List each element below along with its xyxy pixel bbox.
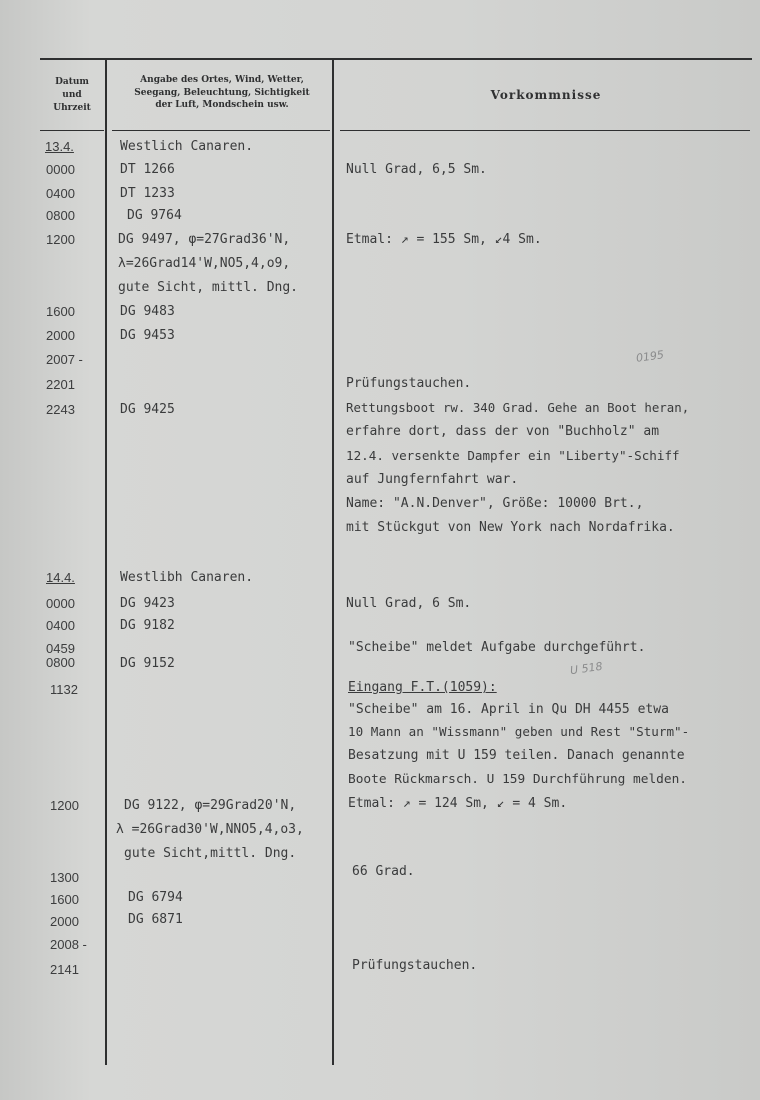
entry-date: 14.4. (46, 570, 75, 585)
entry-time: 2141 (50, 962, 79, 977)
event-text: auf Jungfernfahrt war. (346, 472, 519, 487)
header-rule-place (112, 130, 330, 131)
entry-time: 0000 (46, 162, 75, 177)
event-text: Etmal: ↗ = 124 Sm, ↙ = 4 Sm. (348, 796, 568, 811)
event-text: "Scheibe" am 16. April in Qu DH 4455 etwa (348, 702, 669, 717)
position-text: DG 9152 (120, 656, 175, 671)
event-text: Prüfungstauchen. (352, 958, 478, 973)
entry-time: 2201 (46, 377, 75, 392)
position-text: DT 1233 (120, 186, 175, 201)
pencil-annotation: U 518 (569, 659, 604, 678)
header-text: Uhrzeit (53, 103, 91, 113)
position-text: DG 6794 (128, 890, 183, 905)
header-text: der Luft, Mondschein usw. (155, 100, 289, 110)
entry-time: 0000 (46, 596, 75, 611)
top-rule (40, 58, 752, 60)
event-text: 66 Grad. (352, 864, 415, 879)
position-text: λ=26Grad14'W,NO5,4,o9, (118, 256, 291, 271)
position-text: Westlich Canaren. (120, 139, 254, 154)
event-heading: Eingang F.T.(1059): (348, 680, 497, 695)
position-text: DG 9453 (120, 328, 175, 343)
event-text: Etmal: ↗ = 155 Sm, ↙4 Sm. (346, 232, 542, 247)
column-divider-1 (105, 60, 107, 1065)
entry-time: 1132 (50, 682, 78, 697)
entry-time: 0400 (46, 186, 75, 201)
position-text: DT 1266 (120, 162, 175, 177)
position-text: DG 9483 (120, 304, 175, 319)
header-text: Datum (55, 77, 89, 87)
entry-time: 0459 (46, 641, 75, 656)
event-text: Name: "A.N.Denver", Größe: 10000 Brt., (346, 496, 644, 511)
position-text: DG 9764 (127, 208, 182, 223)
position-text: gute Sicht,mittl. Dng. (124, 846, 297, 861)
events-column-header: Vorkommnisse (490, 88, 602, 102)
entry-time: 1600 (46, 304, 75, 319)
date-column-header (40, 76, 104, 115)
event-text: Null Grad, 6,5 Sm. (346, 162, 487, 177)
column-divider-2 (332, 60, 334, 1065)
event-text: Prüfungstauchen. (346, 376, 472, 391)
header-text: und (62, 90, 82, 100)
position-text: gute Sicht, mittl. Dng. (118, 280, 299, 295)
header-text: Angabe des Ortes, Wind, Wetter, (140, 75, 304, 85)
entry-time: 2000 (50, 914, 79, 929)
entry-date: 13.4. (45, 139, 74, 154)
entry-time: 0400 (46, 618, 75, 633)
entry-time: 1200 (46, 232, 75, 247)
position-text: Westlibh Canaren. (120, 570, 254, 585)
event-text: Null Grad, 6 Sm. (346, 596, 472, 611)
event-text: Besatzung mit U 159 teilen. Danach genannte (348, 748, 685, 763)
event-text: Boote Rückmarsch. U 159 Durchführung melden. (348, 772, 687, 787)
position-text: DG 9182 (120, 618, 175, 633)
header-rule-date (40, 130, 104, 131)
entry-time: 0800 (46, 208, 75, 223)
event-text: "Scheibe" meldet Aufgabe durchgeführt. (348, 640, 646, 655)
entry-time: 1200 (50, 798, 79, 813)
position-text: λ =26Grad30'W,NNO5,4,o3, (116, 822, 304, 837)
entry-time: 0800 (46, 655, 75, 670)
position-text: DG 9425 (120, 402, 175, 417)
place-column-header (112, 74, 332, 112)
header-rule-events (340, 130, 750, 131)
event-text: 10 Mann an "Wissmann" geben und Rest "Sturm"- (348, 724, 690, 739)
position-text: DG 9423 (120, 596, 175, 611)
entry-time: 2007 - (46, 352, 83, 367)
event-text: 12.4. versenkte Dampfer ein "Liberty"-Schiff (346, 448, 680, 463)
pencil-annotation: 0195 (635, 348, 665, 365)
event-text: erfahre dort, dass der von "Buchholz" am (346, 424, 660, 439)
header-text: Seegang, Beleuchtung, Sichtigkeit (134, 87, 310, 98)
entry-time: 1600 (50, 892, 79, 907)
position-text: DG 9497, φ=27Grad36'N, (118, 232, 291, 247)
entry-time: 2008 - (50, 937, 87, 952)
position-text: DG 6871 (128, 912, 183, 927)
entry-time: 2243 (46, 402, 75, 417)
event-text: mit Stückgut von New York nach Nordafrika. (346, 520, 675, 535)
event-text: Rettungsboot rw. 340 Grad. Gehe an Boot heran, (346, 400, 690, 415)
entry-time: 2000 (46, 328, 75, 343)
position-text: DG 9122, φ=29Grad20'N, (124, 798, 297, 813)
entry-time: 1300 (50, 870, 79, 885)
